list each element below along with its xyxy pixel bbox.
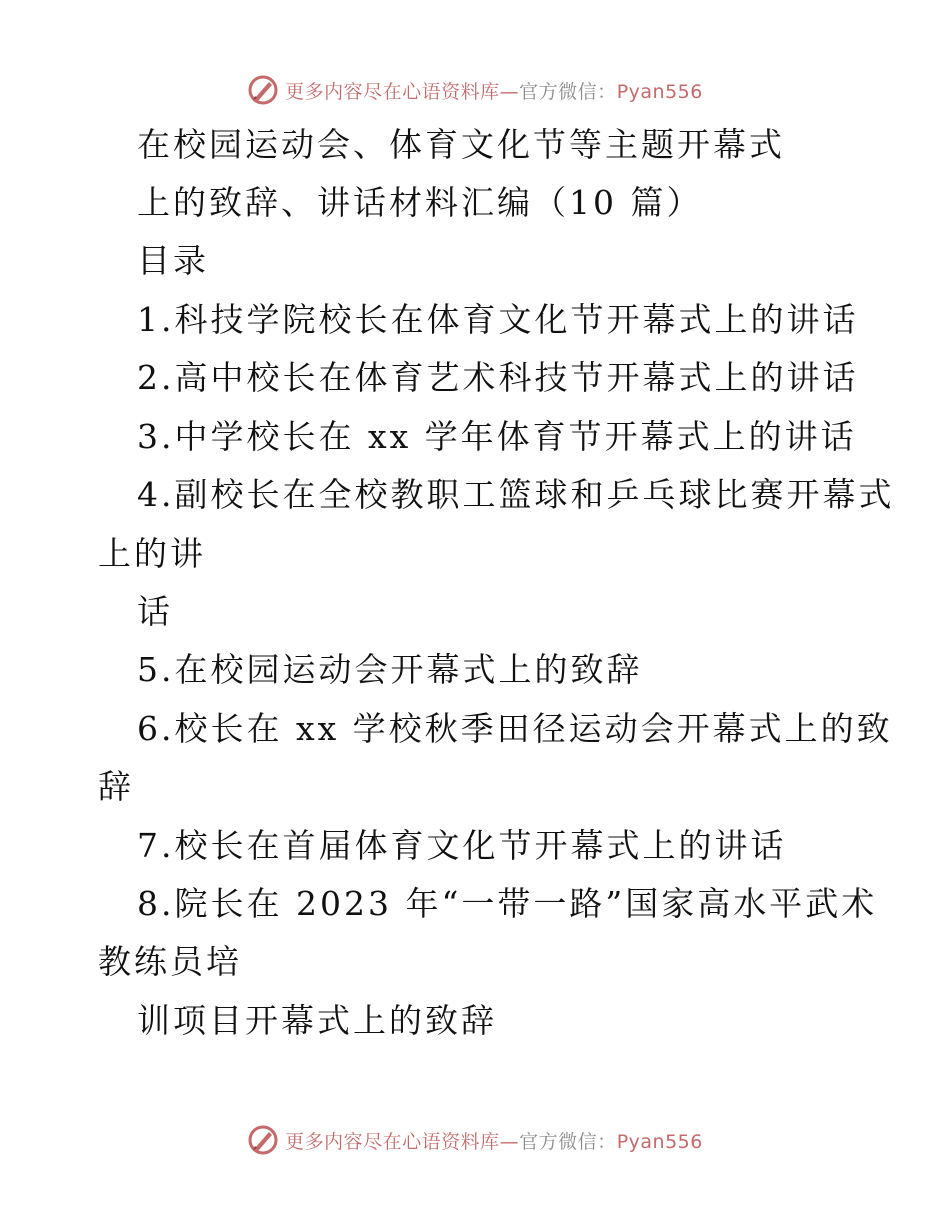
toc-item: 3.中学校长在 xx 学年体育节开幕式上的讲话 <box>137 417 857 456</box>
toc-item: 5.在校园运动会开幕式上的致辞 <box>137 650 643 689</box>
watermark-text <box>285 77 703 104</box>
watermark-main: 更多内容尽在心语资料库— <box>285 1130 520 1153</box>
toc-item: 7.校长在首届体育文化节开幕式上的讲话 <box>137 826 787 865</box>
title-line-2: 上的致辞、讲话材料汇编（10 篇） <box>137 183 703 222</box>
toc-item: 2.高中校长在体育艺术科技节开幕式上的讲话 <box>137 358 859 397</box>
quill-logo-icon <box>247 74 279 106</box>
toc-heading: 目录 <box>137 241 209 280</box>
toc-item-continuation: 教练员培 <box>98 942 242 981</box>
toc-item: 1.科技学院校长在体育文化节开幕式上的讲话 <box>137 300 859 339</box>
quill-logo-icon <box>247 1124 279 1156</box>
watermark-footer <box>0 1120 950 1160</box>
toc-item: 6.校长在 xx 学校秋季田径运动会开幕式上的致 <box>137 709 893 748</box>
toc-item-continuation: 话 <box>137 592 173 631</box>
toc-item: 8.院长在 2023 年“一带一路”国家高水平武术 <box>137 884 878 923</box>
watermark-header <box>0 70 950 110</box>
toc-item: 4.副校长在全校教职工篮球和乒乓球比赛开幕式 <box>137 475 895 514</box>
watermark-wechat-id: Pyan556 <box>616 1130 703 1153</box>
watermark-text <box>285 1127 703 1154</box>
title-line-1: 在校园运动会、体育文化节等主题开幕式 <box>137 125 785 164</box>
toc-item-continuation: 训项目开幕式上的致辞 <box>137 1001 497 1040</box>
toc-item-continuation: 辞 <box>98 767 134 806</box>
watermark-wechat-label: 官方微信： <box>519 80 617 103</box>
watermark-main: 更多内容尽在心语资料库— <box>285 80 520 103</box>
watermark-wechat-label: 官方微信： <box>519 1130 617 1153</box>
toc-item-continuation: 上的讲 <box>98 534 206 573</box>
watermark-wechat-id: Pyan556 <box>616 80 703 103</box>
